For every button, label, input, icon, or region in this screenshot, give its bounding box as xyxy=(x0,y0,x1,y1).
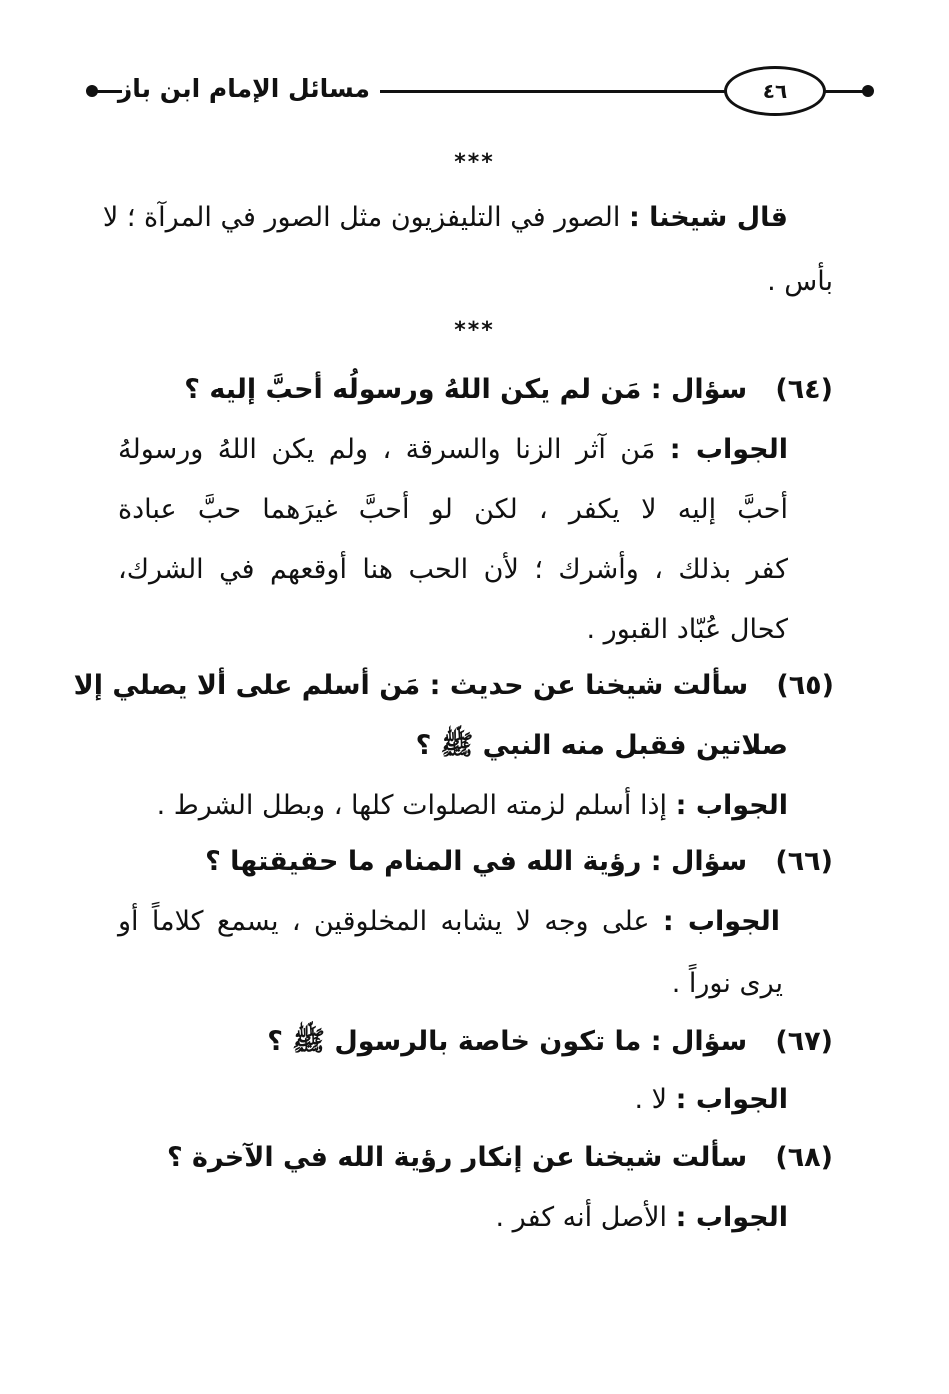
answer-68-line-1 xyxy=(496,1198,788,1238)
question-number: (٦٧) xyxy=(775,1026,833,1057)
question-text: سؤال : رؤية الله في المنام ما حقيقتها ؟ xyxy=(205,846,748,877)
answer-label: الجواب : xyxy=(669,434,788,465)
question-68 xyxy=(167,1138,833,1178)
question-64 xyxy=(184,370,833,410)
question-67 xyxy=(267,1022,833,1062)
statement-lead: قال شيخنا : xyxy=(628,202,788,233)
question-text: سؤال : ما تكون خاصة بالرسول ﷺ ؟ xyxy=(267,1026,748,1057)
answer-label: الجواب : xyxy=(662,906,780,937)
header-rule-right xyxy=(824,90,866,93)
answer-64-line-1 xyxy=(118,430,788,470)
statement-line-2: بأس . xyxy=(767,266,833,297)
separator-stars: *** xyxy=(454,150,495,175)
question-number: (٦٨) xyxy=(775,1142,833,1173)
question-text: سألت شيخنا عن حديث : مَن أسلم على ألا يصلي إلا xyxy=(73,670,749,701)
header-dot-right xyxy=(862,85,874,97)
answer-text: مَن آثر الزنا والسرقة ، ولم يكن اللهُ ورسولهُ xyxy=(118,434,656,465)
question-number: (٦٦) xyxy=(775,846,833,877)
answer-66-line-1 xyxy=(118,902,780,942)
question-66 xyxy=(205,842,833,882)
page-header xyxy=(80,66,880,118)
statement-text: الصور في التليفزيون مثل الصور في المرآة ؛ لا xyxy=(102,202,621,233)
answer-text: لا . xyxy=(634,1084,668,1115)
question-65-line-2: صلاتين فقبل منه النبي ﷺ ؟ xyxy=(415,730,788,761)
answer-67-line-1 xyxy=(634,1080,788,1120)
question-65-line-1 xyxy=(73,666,834,706)
answer-64-line-4: كحال عُبّاد القبور . xyxy=(586,614,788,645)
answer-text: الأصل أنه كفر . xyxy=(495,1202,668,1233)
question-number: (٦٤) xyxy=(775,374,833,405)
statement-line xyxy=(102,198,788,238)
answer-64-line-3: كفر بذلك ، وأشرك ؛ لأن الحب هنا أوقعهم في الشرك، xyxy=(118,554,788,585)
question-text: سؤال : مَن لم يكن اللهُ ورسولُه أحبَّ إليه ؟ xyxy=(184,374,748,405)
question-text: سألت شيخنا عن إنكار رؤية الله في الآخرة ؟ xyxy=(166,1142,748,1173)
header-rule-middle xyxy=(380,90,726,93)
answer-66-line-2: يرى نوراً . xyxy=(671,968,783,999)
book-title: مسائل الإمام ابن باز xyxy=(117,74,370,103)
answer-text: على وجه لا يشابه المخلوقين ، يسمع كلاماً أو xyxy=(118,906,650,937)
answer-text: إذا أسلم لزمته الصلوات كلها ، وبطل الشرط . xyxy=(156,790,668,821)
separator-stars: *** xyxy=(454,318,495,343)
answer-label: الجواب : xyxy=(675,790,788,821)
answer-label: الجواب : xyxy=(675,1084,788,1115)
answer-label: الجواب : xyxy=(675,1202,788,1233)
page-number: ٤٦ xyxy=(724,66,826,116)
question-number: (٦٥) xyxy=(776,670,834,701)
answer-65-line-1 xyxy=(157,786,788,826)
answer-64-line-2: أحبَّ إليه لا يكفر ، لكن لو أحبَّ غيرَهما حبَّ عبادة xyxy=(118,494,788,525)
